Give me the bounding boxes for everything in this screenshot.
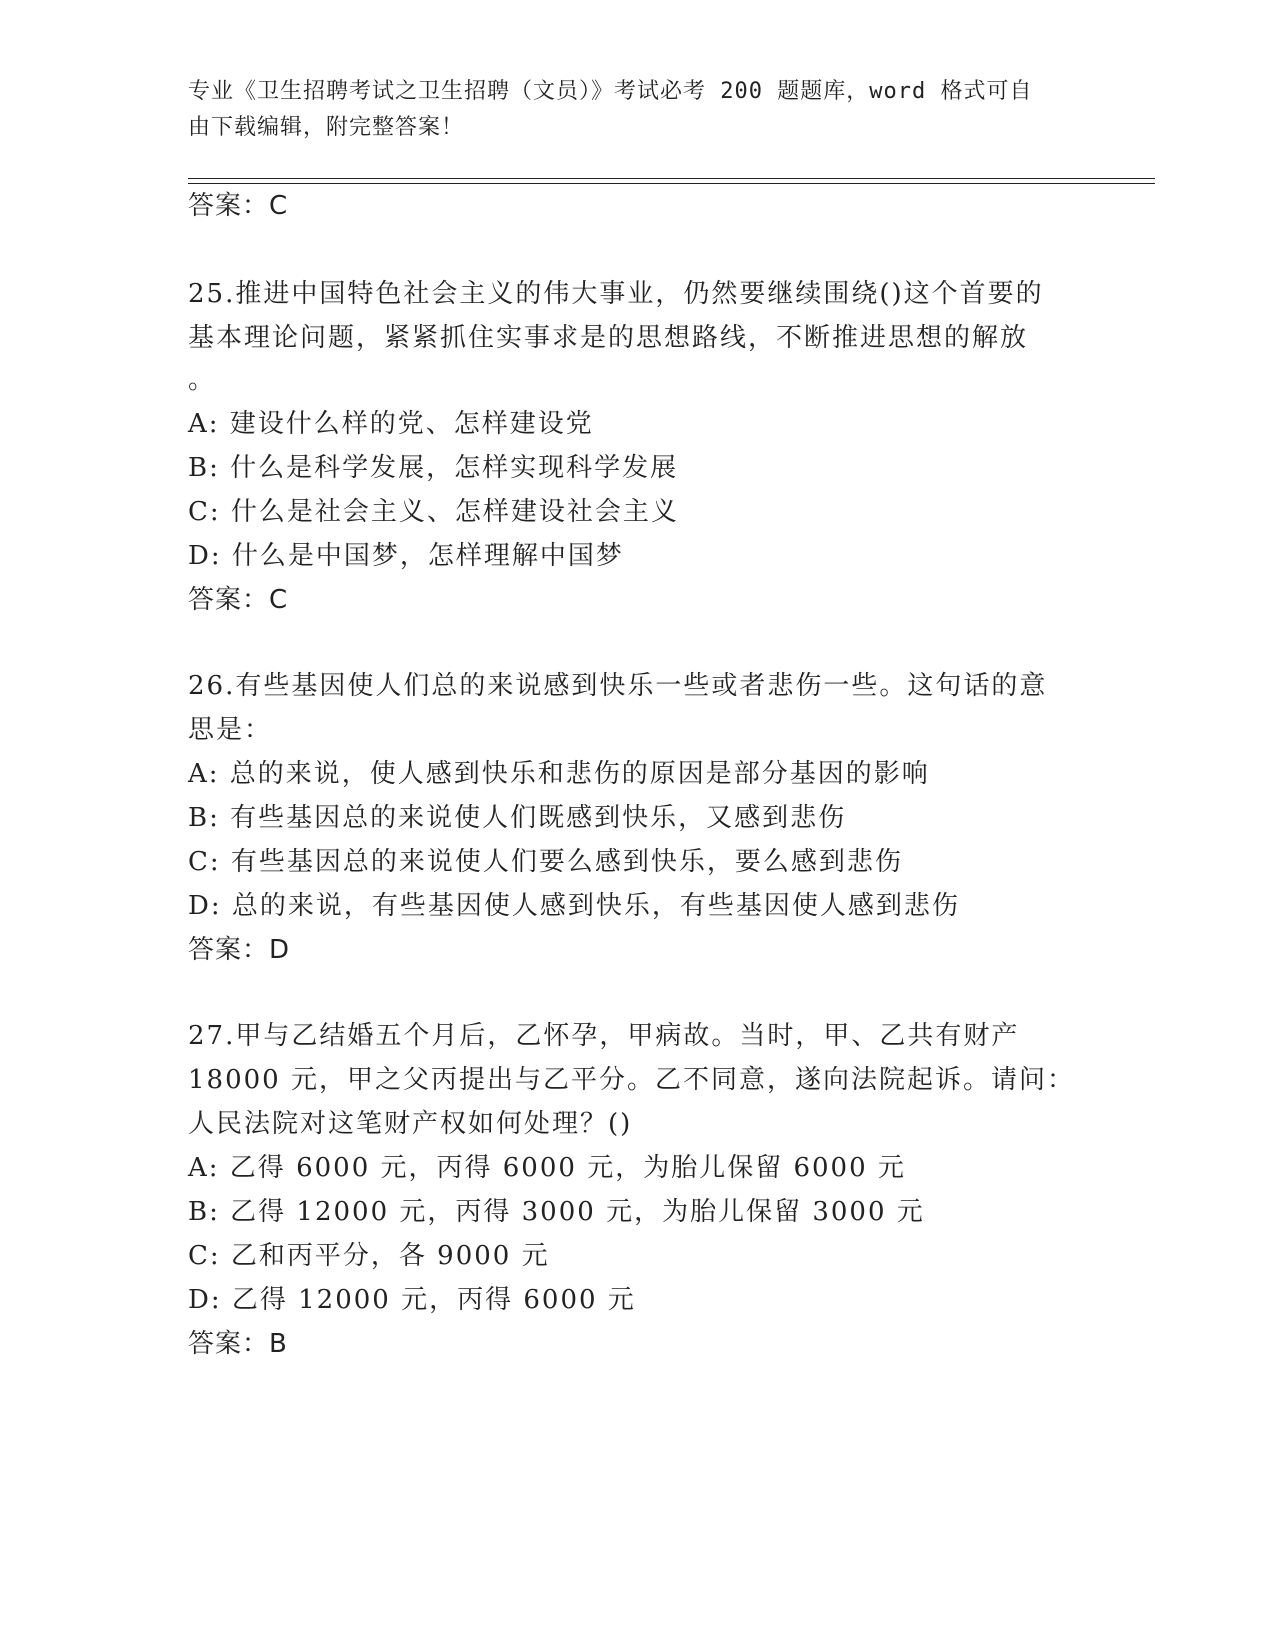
q27-stem-line-1: 27.甲与乙结婚五个月后，乙怀孕，甲病故。当时，甲、乙共有财产 xyxy=(188,1021,1020,1051)
q25-option-d: D: 什么是中国梦，怎样理解中国梦 xyxy=(188,541,624,571)
q26-option-a: A: 总的来说，使人感到快乐和悲伤的原因是部分基因的影响 xyxy=(188,759,930,789)
q25-stem-line-1: 25.推进中国特色社会主义的伟大事业，仍然要继续围绕()这个首要的 xyxy=(188,279,1044,309)
q27-stem-line-3: 人民法院对这笔财产权如何处理？() xyxy=(188,1109,633,1139)
q25-option-a: A: 建设什么样的党、怎样建设党 xyxy=(188,409,594,439)
q26-answer: 答案：D xyxy=(188,935,291,965)
q26-option-c: C: 有些基因总的来说使人们要么感到快乐，要么感到悲伤 xyxy=(188,847,903,877)
q26-option-b: B: 有些基因总的来说使人们既感到快乐，又感到悲伤 xyxy=(188,803,847,833)
q27-option-d: D: 乙得 12000 元，丙得 6000 元 xyxy=(188,1285,636,1315)
document-header xyxy=(188,74,1068,146)
q25-stem-line-2: 基本理论问题，紧紧抓住实事求是的思想路线，不断推进思想的解放 xyxy=(188,323,1029,353)
q27-option-a: A: 乙得 6000 元，丙得 6000 元，为胎儿保留 6000 元 xyxy=(188,1153,906,1183)
q25-answer: 答案：C xyxy=(188,585,289,615)
q27-option-b: B: 乙得 12000 元，丙得 3000 元，为胎儿保留 3000 元 xyxy=(188,1197,925,1227)
q26-option-d: D: 总的来说，有些基因使人感到快乐，有些基因使人感到悲伤 xyxy=(188,891,960,921)
q25-stem-line-3: 。 xyxy=(188,365,217,395)
header-divider-bottom xyxy=(188,183,1155,184)
q25-option-b: B: 什么是科学发展，怎样实现科学发展 xyxy=(188,453,679,483)
q25-option-c: C: 什么是社会主义、怎样建设社会主义 xyxy=(188,497,679,527)
q27-option-c: C: 乙和丙平分，各 9000 元 xyxy=(188,1241,550,1271)
header-divider-top xyxy=(188,178,1155,179)
q26-stem-line-1: 26.有些基因使人们总的来说感到快乐一些或者悲伤一些。这句话的意 xyxy=(188,671,1048,701)
q26-stem-line-2: 思是： xyxy=(188,715,273,745)
header-line-1: 专业《卫生招聘考试之卫生招聘（文员）》考试必考 200 题题库，word 格式可自 xyxy=(188,79,1033,104)
q27-answer: 答案：B xyxy=(188,1329,288,1359)
previous-answer: 答案：C xyxy=(188,191,289,221)
q27-stem-line-2: 18000 元，甲之父丙提出与乙平分。乙不同意，遂向法院起诉。请问： xyxy=(188,1065,1075,1095)
header-line-2: 由下载编辑，附完整答案！ xyxy=(188,115,465,140)
